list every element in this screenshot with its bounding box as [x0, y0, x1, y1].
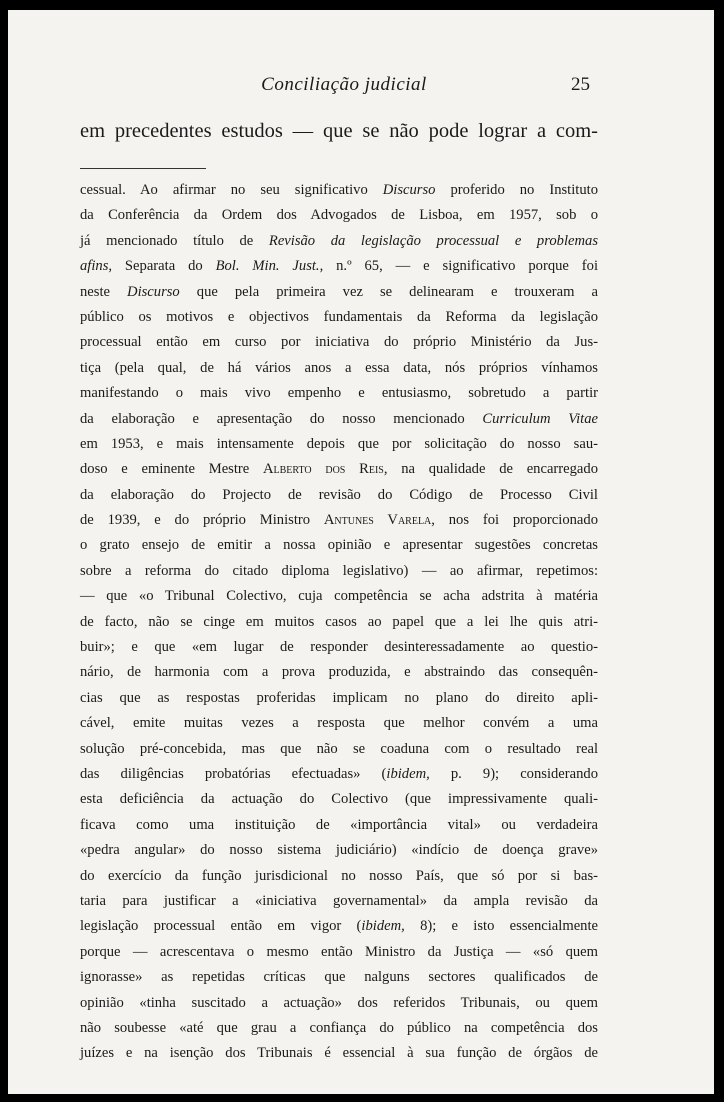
text-run: buir»; e que «em lugar de responder desinteressadamente ao questio-: [80, 639, 598, 656]
text-run: — que «o Tribunal Colectivo, cuja competência se acha adstrita à matéria: [80, 588, 598, 605]
small-caps-name: Alberto dos Reis: [262, 461, 384, 478]
footnote-line: [80, 610, 598, 635]
text-run: , na qualidade de encarregado: [383, 461, 598, 478]
text-run: da elaboração do Projecto de revisão do Código de Processo Civil: [80, 486, 598, 503]
footnote-line: [80, 407, 598, 432]
footnote-line: [80, 737, 598, 762]
text-run: público os motivos e objectivos fundamentais da Reforma da legislação: [80, 308, 598, 325]
footnote-line: [80, 940, 598, 965]
footnote-line: [80, 280, 598, 305]
text-run: em 1953, e mais intensamente depois que por solicitação do nosso sau-: [80, 435, 598, 452]
text-run: , nos foi proporcionado: [431, 512, 598, 529]
text-run: de facto, não se cinge em muitos casos ao papel que a lei lhe quis atri-: [80, 613, 598, 630]
footnote-line: [80, 356, 598, 381]
italic-text: Bol. Min. Just.: [215, 258, 320, 275]
footnote-separator-rule: [80, 168, 206, 169]
footnote-line: [80, 864, 598, 889]
text-run: manifestando o mais vivo empenho e entusiasmo, sobretudo a partir: [80, 385, 598, 402]
text-run: doso e eminente Mestre: [80, 461, 263, 478]
footnote-line: [80, 584, 598, 609]
text-run: ignorasse» as repetidas críticas que nalguns sectores qualificados de: [80, 969, 598, 986]
text-run: das diligências probatórias efectuadas» (: [80, 765, 387, 782]
footnote-line: [80, 432, 598, 457]
footnote-line: [80, 508, 598, 533]
text-run: , n.º 65, — e significativo porque foi: [319, 258, 598, 275]
italic-text: afins,: [80, 258, 113, 275]
text-run: legislação processual então em vigor (: [80, 918, 362, 935]
text-run: da elaboração e apresentação do nosso mencionado: [80, 410, 483, 427]
text-run: cável, emite muitas vezes a resposta que melhor convém a uma: [80, 715, 598, 732]
small-caps-name: Antunes Varela: [323, 512, 432, 529]
book-page: [8, 10, 714, 1094]
text-run: que pela primeira vez se delinearam e trouxeram a: [179, 283, 598, 300]
italic-text: ibidem,: [386, 765, 430, 782]
footnote-line: [80, 686, 598, 711]
footnote-line: [80, 203, 598, 228]
footnote-line: [80, 483, 598, 508]
text-run: já mencionado título de: [80, 232, 269, 249]
footnote-line: [80, 660, 598, 685]
footnote-line: [80, 889, 598, 914]
text-run: juízes e na isenção dos Tribunais é essencial à sua função de órgãos de: [80, 1045, 598, 1062]
footnote-line: [80, 991, 598, 1016]
running-title: Conciliação judicial: [261, 74, 427, 95]
body-text-line: em precedentes estudos — que se não pode lograr a com-: [80, 120, 598, 142]
text-run: nário, de harmonia com a prova produzida, e abstraindo das consequên-: [80, 664, 598, 681]
footnote: [80, 178, 598, 1067]
footnote-line: [80, 1041, 598, 1066]
text-run: esta deficiência da actuação do Colectivo (que impressivamente quali-: [80, 791, 598, 808]
text-run: Separata do: [112, 258, 216, 275]
text-run: p. 9); considerando: [429, 765, 598, 782]
running-header: [8, 74, 714, 100]
text-run: tiça (pela qual, de há vários anos a essa data, nós próprios vínhamos: [80, 359, 598, 376]
footnote-line: [80, 838, 598, 863]
italic-text: ibidem,: [361, 918, 405, 935]
text-run: neste: [80, 283, 128, 300]
text-run: porque — acrescentava o mesmo então Ministro da Justiça — «só quem: [80, 943, 598, 960]
text-run: da Conferência da Ordem dos Advogados de Lisboa, em 1957, sob o: [80, 207, 598, 224]
italic-text: Revisão da legislação processual e problemas: [268, 232, 598, 249]
text-run: cessual. Ao afirmar no seu significativo: [80, 182, 383, 198]
footnote-line: [80, 965, 598, 990]
footnote-line: [80, 1016, 598, 1041]
footnote-line: [80, 381, 598, 406]
footnote-line: [80, 787, 598, 812]
text-run: sobre a reforma do citado diploma legislativo) — ao afirmar, repetimos:: [80, 562, 598, 579]
footnote-line: [80, 711, 598, 736]
footnote-line: [80, 178, 598, 203]
text-run: taria para justificar a «iniciativa governamental» da ampla revisão da: [80, 892, 598, 909]
page-number: 25: [571, 74, 590, 95]
footnote-line: [80, 457, 598, 482]
footnote-line: [80, 229, 598, 254]
footnote-line: [80, 559, 598, 584]
text-run: 8); e isto essencialmente: [404, 918, 598, 935]
footnote-line: [80, 635, 598, 660]
footnote-line: [80, 914, 598, 939]
text-run: do exercício da função jurisdicional no nosso País, que só por si bas-: [80, 867, 598, 884]
text-run: solução pré-concebida, mas que não se coaduna com o resultado real: [80, 740, 598, 757]
footnote-line: [80, 254, 598, 279]
text-run: ficava como uma instituição de «importância vital» ou verdadeira: [80, 816, 598, 833]
footnote-line: [80, 330, 598, 355]
footnote-line: [80, 762, 598, 787]
footnote-line: [80, 813, 598, 838]
text-run: de 1939, e do próprio Ministro: [80, 512, 324, 529]
text-run: proferido no Instituto: [435, 182, 598, 198]
italic-text: Discurso: [382, 182, 436, 198]
text-run: processual então em curso por iniciativa do próprio Ministério da Jus-: [80, 334, 598, 351]
footnote-line: [80, 305, 598, 330]
italic-text: Discurso: [127, 283, 180, 300]
text-run: opinião «tinha suscitado a actuação» dos referidos Tribunais, ou quem: [80, 994, 598, 1011]
footnote-line: [80, 533, 598, 558]
text-run: o grato ensejo de emitir a nossa opinião e apresentar sugestões concretas: [80, 537, 598, 554]
text-run: «pedra angular» do nosso sistema judiciário) «indício de doença grave»: [80, 842, 598, 859]
italic-text: Curriculum Vitae: [482, 410, 598, 427]
text-run: cias que as respostas proferidas implicam no plano do direito apli-: [80, 689, 598, 706]
text-run: não soubesse «até que grau a confiança do público na competência dos: [80, 1019, 598, 1036]
